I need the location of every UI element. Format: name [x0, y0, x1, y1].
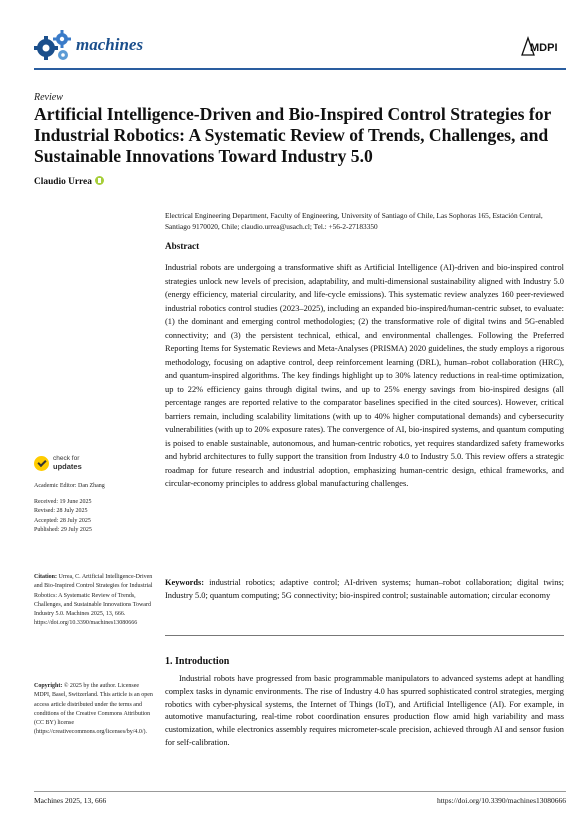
keywords [165, 577, 564, 602]
keywords-label: Keywords: [165, 578, 205, 587]
abstract-heading: Abstract [165, 241, 200, 251]
citation-label: Citation: [34, 574, 57, 580]
citation-block [34, 573, 154, 629]
gears-icon [34, 28, 74, 64]
intro-paragraph: Industrial robots have progressed from basic programmable manipulators to advanced systems adept at handling complex tasks in dynamic environments. The rise of Industry 4.0 has spurred sophisticated control strategies, merging robotics with cyber-physical systems, the Internet of Things (IoT), and Artificial Intelligence (AI). For example, in automotive manufacturing, real-time robot coordination ensures production flow amid high variability and mass customization, while electronics assembly requires micrometer-scale precision, achieved through AI and sensor fusion for self-calibration. [165, 674, 564, 747]
orcid-icon[interactable] [95, 176, 104, 185]
author [34, 176, 104, 187]
keywords-list: industrial robotics; adaptive control; AI-driven systems; human–robot collaboration; digital twins; Industry 5.0; quantum computing; 5G connectivity; bio-inspired control; sustainable automation; circular economy [165, 578, 564, 600]
copyright-block [34, 682, 154, 738]
copyright-label: Copyright: [34, 683, 63, 689]
abstract-text: Industrial robots are undergoing a transformative shift as Artificial Intelligence (AI)-driven and bio-inspired control strategies unlock new levels of precision, adaptability, and multi-dimensional sustainability aligned with Industry 5.0 (energy efficiency, material circularity, and life-cycle emissions). This systematic review analyzes 160 peer-reviewed industrial robotics control studies (2023–2025), including an expanded bio-inspired/human-centric subset, to evaluate: (1) the dominant and emerging control methodologies; (2) the transformative role of digital twins and 5G-enabled connectivity; and (3) the persistent technical, ethical, and environmental challenges. Following the Preferred Reporting Items for Systematic Reviews and Meta-Analyses (PRISMA) 2020 guidelines, the study employs a rigorous methodology, focusing on adaptive control, deep reinforcement learning (DRL), human–robot collaboration (HRC), and quantum-inspired algorithms. The key findings highlight up to 30% latency reductions in real-time optimization, up to 22% efficiency gains through digital twins, and up to 25% energy savings from bio-inspired designs (all percentage ranges are reported relative to the comparator baselines specified in the cited sources). However, critical barriers remain, including scalability limitations (with up to 40% higher computational demands) and cybersecurity vulnerabilities (with up to 20% exposure rates). The convergence of AI, bio-inspired systems, and quantum computing is poised to enable sustainable, autonomous, and human-centric robotics, yet requires standardized safety frameworks and hybrid architectures to fully support the transition from Industry 4.0 to Industry 5.0. This review offers a strategic roadmap for future research and industrial adoption, emphasizing human-centric design, ethical frameworks, and circular-economy principles to address global manufacturing challenges. [165, 263, 564, 488]
mdpi-logo-icon [520, 36, 566, 56]
check-label-1: check for [53, 455, 80, 462]
check-for-updates-badge[interactable] [34, 455, 114, 475]
revised-date: Revised: 28 July 2025 [34, 508, 88, 515]
author-name: Claudio Urrea [34, 177, 92, 187]
journal-name: machines [76, 35, 144, 54]
publication-dates [34, 498, 154, 535]
check-label-2: updates [53, 462, 82, 471]
published-date: Published: 29 July 2025 [34, 526, 92, 533]
article-type: Review [34, 92, 63, 103]
received-date: Received: 19 June 2025 [34, 499, 92, 505]
header-divider [34, 68, 566, 70]
footer-doi-link[interactable]: https://doi.org/10.3390/machines13080666 [436, 796, 566, 805]
affiliation: Electrical Engineering Department, Faculty of Engineering, University of Santiago of Chile, Las Sophoras 165, Estación Central, Santiago 9170020, Chile; claudio.urrea@usach.cl; Tel.: +56-2-27183350 [165, 211, 543, 231]
accepted-date: Accepted: 28 July 2025 [34, 517, 91, 524]
copyright-text: © 2025 by the author. Licensee MDPI, Basel, Switzerland. This article is an open access article distributed under the terms and conditions of the Creative Commons Attribution (CC BY) license (https://creativecommons.org/licenses/by/4.0/). [34, 683, 153, 736]
publisher-name: MDPI [530, 42, 558, 54]
footer-journal-ref: Machines 2025, 13, 666 [34, 796, 107, 805]
check-icon [34, 456, 49, 471]
keywords-divider [165, 635, 564, 636]
footer-divider [34, 791, 566, 792]
citation-text: Urrea, C. Artificial Intelligence-Driven and Bio-Inspired Control Strategies for Industrial Robotics: A Systematic Review of Trends, Challenges, and Sustainable Innovations Toward Industry 5.0. Machines 2025, 13, 666. https://doi.org/10.3390/machines13080666 [34, 574, 153, 627]
article-title: Artificial Intelligence-Driven and Bio-Inspired Control Strategies for Industrial Robotics: A Systematic Review of Trends, Challenges, and Sustainable Innovations Toward Industry 5.0 [34, 104, 552, 166]
section-heading: 1. Introduction [165, 656, 230, 667]
academic-editor: Academic Editor: Dan Zhang [34, 483, 105, 489]
